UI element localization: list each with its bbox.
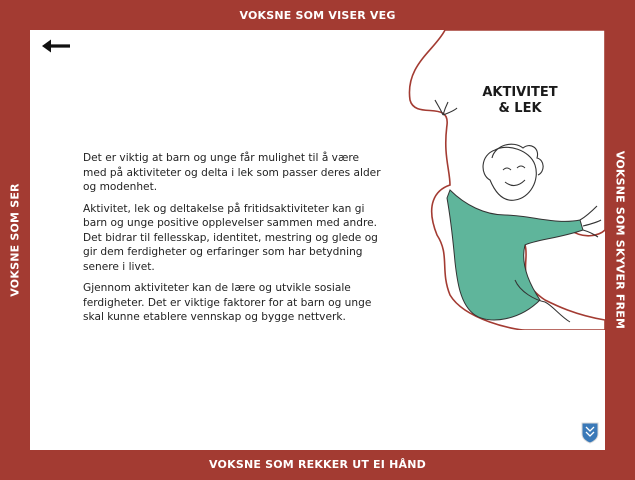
illustration-title [470,85,570,117]
paragraph-2: Aktivitet, lek og deltakelse på fritidsaktiviteter kan gi barn og unge positive opplevelser sammen med andre. Det bidrar til fellesskap, identitet, mestring og glede og gir dem ferdigheter og erfaringer som har betydning senere i livet. [83,202,378,273]
frame-left-label: VOKSNE SOM SER [8,183,22,297]
body-text [83,151,383,332]
frame-right-label: VOKSNE SOM SKYVER FREM [613,150,627,330]
illustration-title-line1: AKTIVITET [482,85,558,100]
illustration-title-line2: & LEK [498,101,542,116]
coat-of-arms-icon [581,422,599,444]
back-button[interactable] [40,37,72,55]
puzzle-illustration [395,30,605,330]
paragraph-1: Det er viktig at barn og unge får mulighet til å være med på aktiviteter og delta i lek som passer deres alder og modenhet. [83,152,381,193]
arrow-left-icon [40,37,72,55]
paragraph-3: Gjennom aktiviteter kan de lære og utvikle sosiale ferdigheter. Det er viktige faktorer for at barn og unge skal kunne etablere vennskap og bygge nettverk. [83,282,372,323]
frame-bottom-label: VOKSNE SOM REKKER UT EI HÅND [209,458,426,471]
frame-top-label: VOKSNE SOM VISER VEG [239,9,396,22]
